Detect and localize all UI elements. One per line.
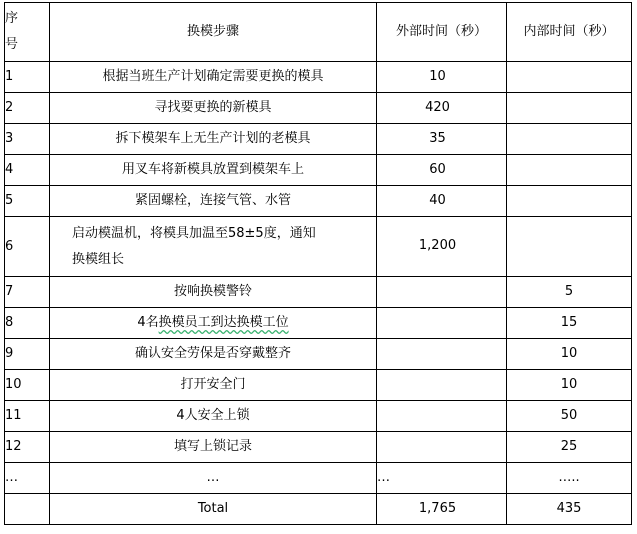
- table-row: [5, 93, 632, 124]
- ellipsis-no: …: [5, 463, 50, 494]
- ellipsis-step: …: [50, 463, 377, 494]
- row-no: 5: [5, 186, 50, 217]
- row-internal-time: 10: [507, 339, 632, 370]
- row-step: [50, 308, 377, 339]
- header-step: 换模步骤: [50, 3, 377, 62]
- total-internal-time: 435: [507, 494, 632, 525]
- row-step: 拆下模架车上无生产计划的老模具: [50, 124, 377, 155]
- row-external-time: 10: [377, 62, 507, 93]
- table-row: [5, 308, 632, 339]
- total-no: [5, 494, 50, 525]
- row-external-time: 60: [377, 155, 507, 186]
- table-row: [5, 277, 632, 308]
- row-internal-time: [507, 124, 632, 155]
- header-no-text: 序号: [5, 11, 19, 52]
- total-external-time: 1,765: [377, 494, 507, 525]
- row-no: 7: [5, 277, 50, 308]
- ellipsis-internal: …..: [507, 463, 632, 494]
- row-external-time: 1,200: [377, 217, 507, 277]
- row-no: 3: [5, 124, 50, 155]
- row-step-line-1: 启动模温机，将模具加温至58±5度，通知: [72, 225, 316, 241]
- row-step-underlined: 换模员工到达换模工位: [158, 315, 289, 331]
- table-row: [5, 62, 632, 93]
- row-external-time: [377, 339, 507, 370]
- row-internal-time: 25: [507, 432, 632, 463]
- row-step: 4人安全上锁: [50, 401, 377, 432]
- table-row: [5, 124, 632, 155]
- row-internal-time: [507, 93, 632, 124]
- table-row: [5, 401, 632, 432]
- total-label: Total: [50, 494, 377, 525]
- row-internal-time: 50: [507, 401, 632, 432]
- row-no: 11: [5, 401, 50, 432]
- row-internal-time: 5: [507, 277, 632, 308]
- table-row: [5, 155, 632, 186]
- row-internal-time: 15: [507, 308, 632, 339]
- row-step: [50, 217, 377, 277]
- table-row: [5, 217, 632, 277]
- row-external-time: [377, 432, 507, 463]
- row-internal-time: [507, 186, 632, 217]
- header-internal-time: 内部时间（秒）: [507, 3, 632, 62]
- row-external-time: 35: [377, 124, 507, 155]
- ellipsis-external: …: [377, 463, 507, 494]
- row-no: 9: [5, 339, 50, 370]
- row-step: 确认安全劳保是否穿戴整齐: [50, 339, 377, 370]
- mold-change-steps-table: [4, 2, 632, 525]
- row-external-time: [377, 401, 507, 432]
- header-no: [5, 3, 50, 62]
- row-step-line-2: 换模组长: [72, 251, 125, 267]
- row-no: 8: [5, 308, 50, 339]
- row-step-prefix: 4名: [137, 315, 159, 331]
- row-external-time: 40: [377, 186, 507, 217]
- table-row: [5, 339, 632, 370]
- row-step: 填写上锁记录: [50, 432, 377, 463]
- row-no: 1: [5, 62, 50, 93]
- table-header-row: [5, 3, 632, 62]
- table-row: [5, 370, 632, 401]
- ellipsis-row: [5, 463, 632, 494]
- row-step: 紧固螺栓，连接气管、水管: [50, 186, 377, 217]
- row-external-time: [377, 277, 507, 308]
- row-step: 按响换模警铃: [50, 277, 377, 308]
- table-row: [5, 186, 632, 217]
- row-internal-time: [507, 62, 632, 93]
- row-internal-time: [507, 155, 632, 186]
- row-no: 10: [5, 370, 50, 401]
- header-external-time: 外部时间（秒）: [377, 3, 507, 62]
- row-step: 用叉车将新模具放置到模架车上: [50, 155, 377, 186]
- row-no: 4: [5, 155, 50, 186]
- row-no: 2: [5, 93, 50, 124]
- row-step: 寻找要更换的新模具: [50, 93, 377, 124]
- row-external-time: [377, 308, 507, 339]
- total-row: [5, 494, 632, 525]
- row-step: 打开安全门: [50, 370, 377, 401]
- row-internal-time: [507, 217, 632, 277]
- row-external-time: 420: [377, 93, 507, 124]
- row-no: 6: [5, 217, 50, 277]
- row-internal-time: 10: [507, 370, 632, 401]
- table-row: [5, 432, 632, 463]
- row-step: 根据当班生产计划确定需要更换的模具: [50, 62, 377, 93]
- row-external-time: [377, 370, 507, 401]
- row-no: 12: [5, 432, 50, 463]
